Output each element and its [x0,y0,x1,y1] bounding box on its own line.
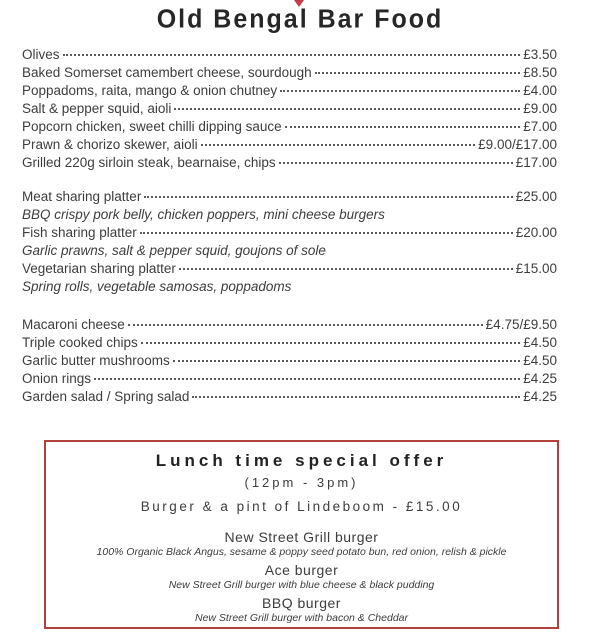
special-offer-box [44,440,559,629]
dotted-leader [315,72,521,74]
menu-item-name: Macaroni cheese [22,317,125,332]
menu-item-name: Fish sharing platter [22,225,137,240]
menu-item-name: Meat sharing platter [22,189,142,204]
menu-item-price: £4.25 [523,389,557,404]
burger-description: New Street Grill burger with blue cheese & black pudding [168,579,435,591]
menu-item-price: £3.50 [523,47,557,62]
menu-item-description: BBQ crispy pork belly, chicken poppers, mini cheese burgers [22,207,385,222]
burger-description: New Street Grill burger with bacon & Cheddar [194,612,408,624]
menu-item-row [22,188,557,206]
dotted-leader [179,268,513,270]
menu-item-row [22,388,557,406]
menu-item-price: £17.00 [515,155,557,170]
special-offer-title: Lunch time special offer [155,451,448,470]
menu-item-name: Garlic butter mushrooms [22,353,170,368]
menu-item-name: Vegetarian sharing platter [22,261,176,276]
dotted-leader [285,126,521,128]
menu-item-name: Olives [22,47,60,62]
dotted-leader [174,108,520,110]
dotted-leader [140,232,513,234]
dotted-leader [279,162,513,164]
menu-item-description: Spring rolls, vegetable samosas, poppadoms [22,279,292,294]
menu-item-price: £4.50 [523,335,557,350]
burger-name: BBQ burger [262,595,341,611]
menu-item-price: £9.00/£17.00 [478,137,557,152]
menu-item-row [22,118,557,136]
menu-item-price: £4.25 [523,371,557,386]
dotted-leader [141,342,520,344]
menu-item-row [22,64,557,82]
menu-section [22,46,557,172]
menu-item-name: Grilled 220g sirloin steak, bearnaise, chips [22,155,276,170]
menu-item-row [22,82,557,100]
menu-item-price: £7.00 [523,119,557,134]
dotted-leader [94,378,520,380]
menu-item-row [22,46,557,64]
dotted-leader [192,396,520,398]
special-offer-deal: Burger & a pint of Lindeboom - £15.00 [140,499,463,514]
menu-item-name: Prawn & chorizo skewer, aioli [22,137,198,152]
dotted-leader [144,196,512,198]
menu-item-price: £20.00 [515,225,557,240]
menu-item-name: Triple cooked chips [22,335,138,350]
menu-item-row [22,154,557,172]
menu-item-price: £8.50 [523,65,557,80]
menu-item-row [22,100,557,118]
menu-item-row [22,370,557,388]
menu-item-name: Salt & pepper squid, aioli [22,101,172,116]
menu-item-name: Baked Somerset camembert cheese, sourdough [22,65,312,80]
menu-section [22,316,557,406]
menu-item-row [22,260,557,278]
menu-item-row [22,316,557,334]
page-title: Old Bengal Bar Food [156,4,444,34]
menu-item-name: Onion rings [22,371,92,386]
menu-item-row [22,136,557,154]
menu-item-price: £15.00 [515,261,557,276]
menu-item-row [22,224,557,242]
menu-item-name: Poppadoms, raita, mango & onion chutney [22,83,278,98]
dotted-leader [128,324,483,326]
menu-item-price: £4.50 [523,353,557,368]
burger-name: Ace burger [264,562,339,578]
menu-sections [22,46,557,406]
burger-name: New Street Grill burger [224,529,379,545]
menu-item-name: Garden salad / Spring salad [22,389,190,404]
menu-item-price: £25.00 [515,189,557,204]
dotted-leader [63,54,521,56]
burger-description: 100% Organic Black Angus, sesame & poppy seed potato bun, red onion, relish & pickle [96,546,507,558]
dotted-leader [280,90,520,92]
menu-section [22,188,557,296]
menu-item-name: Popcorn chicken, sweet chilli dipping sauce [22,119,282,134]
special-offer-hours: (12pm - 3pm) [244,475,359,490]
burger-list [46,529,557,624]
menu-item-price: £4.75/£9.50 [485,317,557,332]
menu-item-description: Garlic prawns, salt & pepper squid, goujons of sole [22,243,326,258]
dotted-leader [201,144,476,146]
dotted-leader [173,360,520,362]
menu-item-price: £9.00 [523,101,557,116]
menu-item-price: £4.00 [523,83,557,98]
menu-item-row [22,334,557,352]
menu-item-row [22,352,557,370]
